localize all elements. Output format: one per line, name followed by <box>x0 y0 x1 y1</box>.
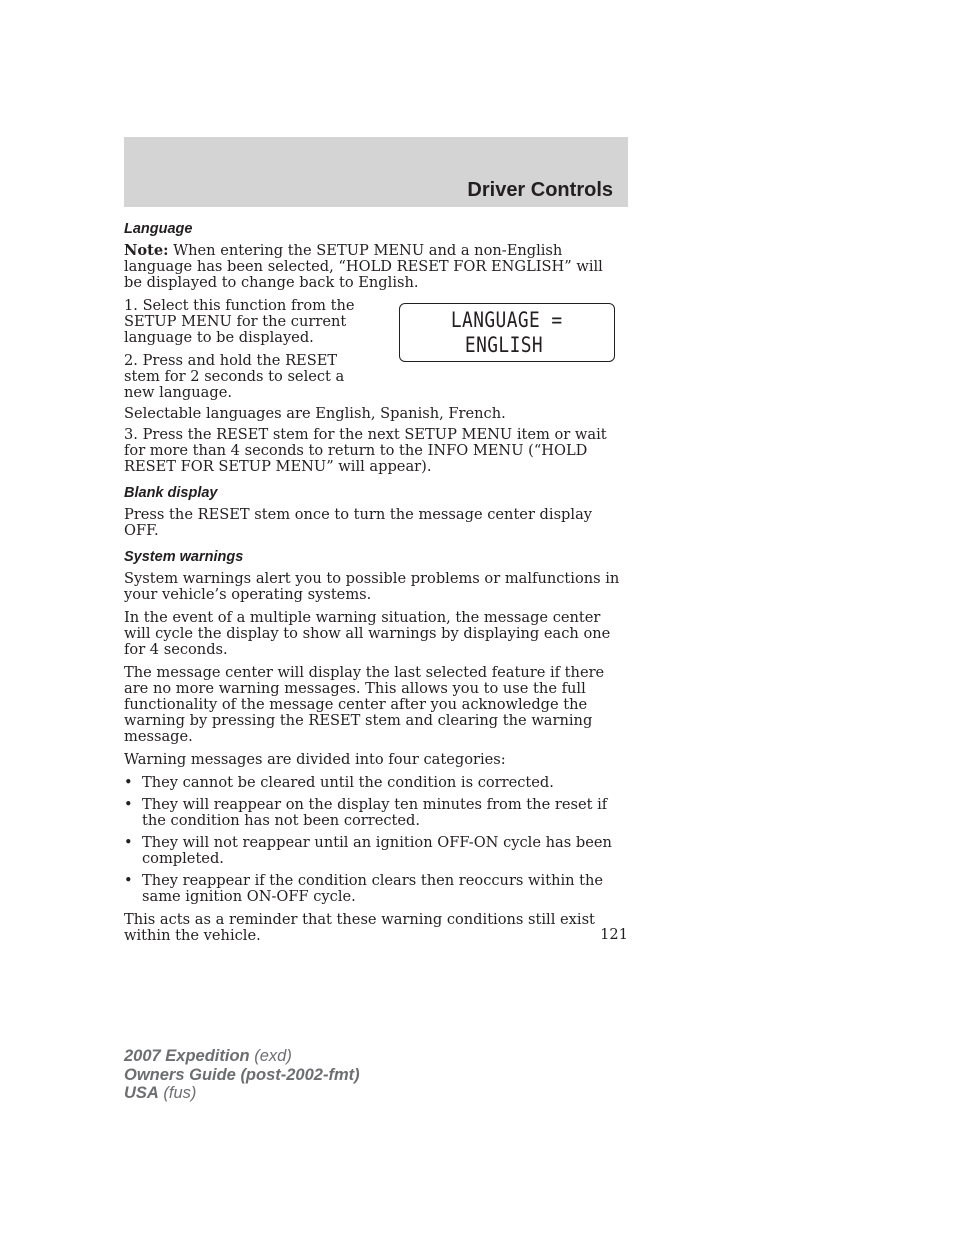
warnings-para-3: The message center will display the last selected feature if there are no more warning messages. This allows you to use the full functionality of the message center after you acknowledge the warning by pressing the RESET stem and clearing the warning message. <box>124 664 605 745</box>
list-item-text: They will not reappear until an ignition OFF-ON cycle has been completed. <box>142 834 612 867</box>
message-center-display <box>399 303 615 362</box>
warnings-closing: This acts as a reminder that these warning conditions still exist within the vehicle. <box>124 911 595 944</box>
language-step-2: 2. Press and hold the RESET stem for 2 seconds to select a new language. <box>124 352 345 401</box>
language-heading: Language <box>124 221 193 237</box>
footer-line-2 <box>124 1066 360 1085</box>
footer-guide: Owners Guide (post-2002-fmt) <box>124 1065 360 1084</box>
note-label: Note: <box>124 242 169 259</box>
footer-market: USA <box>124 1084 159 1102</box>
selectable-languages: Selectable languages are English, Spanish, French. <box>124 405 506 422</box>
blank-display-text: Press the RESET stem once to turn the message center display OFF. <box>124 506 593 539</box>
footer-line-1 <box>124 1047 360 1066</box>
language-steps <box>124 298 374 401</box>
warnings-para-4: Warning messages are divided into four categories: <box>124 751 506 768</box>
warnings-para-2: In the event of a multiple warning situation, the message center will cycle the display to show all warnings by displaying each one for 4 seconds. <box>124 609 611 658</box>
bullet-icon: • <box>124 872 133 889</box>
bullet-icon: • <box>124 834 133 851</box>
footer-model-code: (exd) <box>249 1047 292 1065</box>
language-steps-row <box>124 298 624 401</box>
language-step-3: 3. Press the RESET stem for the next SETUP MENU item or wait for more than 4 seconds to return to the INFO MENU (“HOLD RESET FOR SETUP MENU” will appear). <box>124 426 607 475</box>
warnings-para-1: System warnings alert you to possible problems or malfunctions in your vehicle’s operating systems. <box>124 570 620 603</box>
system-warnings-heading: System warnings <box>124 549 244 565</box>
note-text: When entering the SETUP MENU and a non-English language has been selected, “HOLD RESET FOR ENGLISH” will be displayed to change back to English. <box>124 242 603 291</box>
list-item <box>124 775 624 791</box>
bullet-icon: • <box>124 774 133 791</box>
language-step-1: 1. Select this function from the SETUP MENU for the current language to be displayed. <box>124 297 355 346</box>
list-item-text: They cannot be cleared until the condition is corrected. <box>142 774 554 791</box>
warning-categories-list <box>124 775 624 905</box>
bullet-icon: • <box>124 796 133 813</box>
list-item <box>124 873 624 905</box>
footer-market-code: (fus) <box>158 1084 197 1102</box>
footer-model: 2007 Expedition <box>124 1047 250 1065</box>
display-line-2: ENGLISH <box>464 332 544 357</box>
list-item <box>124 835 624 867</box>
language-note <box>124 243 624 291</box>
list-item <box>124 797 624 829</box>
footer <box>124 1047 360 1103</box>
page-number: 121 <box>600 926 628 943</box>
blank-display-heading: Blank display <box>124 485 218 501</box>
page-content <box>124 220 624 951</box>
section-title: Driver Controls <box>467 179 613 201</box>
list-item-text: They will reappear on the display ten minutes from the reset if the condition has not been corrected. <box>142 796 608 829</box>
display-line-1: LANGUAGE = <box>451 307 563 332</box>
list-item-text: They reappear if the condition clears then reoccurs within the same ignition ON-OFF cycle. <box>142 872 604 905</box>
section-header-band <box>124 137 628 207</box>
footer-line-3 <box>124 1084 360 1103</box>
